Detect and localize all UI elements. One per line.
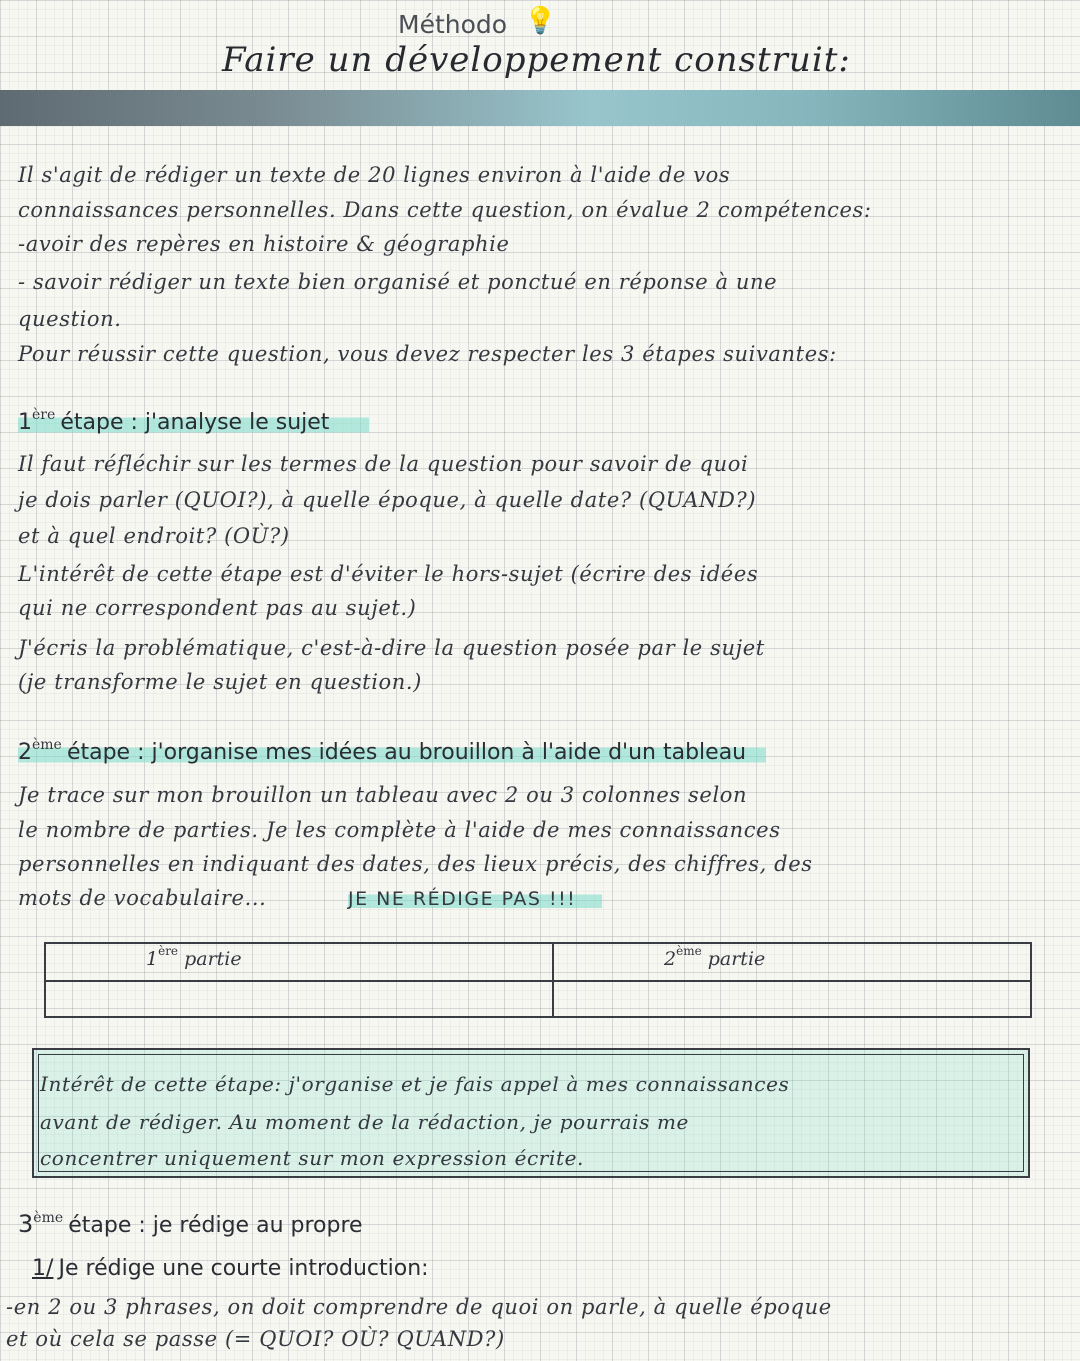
interest-box [32, 1048, 1030, 1178]
draft-table [44, 942, 1032, 1018]
step1-line: J'écris la problématique, c'est-à-dire la question posée par le sujet [18, 636, 765, 660]
step1-heading [18, 407, 369, 435]
step3-number: 3 [18, 1210, 34, 1238]
step1-line: qui ne correspondent pas au sujet.) [18, 596, 417, 620]
part1-sup: ère [158, 944, 179, 958]
step3-sup: ème [33, 1210, 64, 1226]
table-header-part1 [146, 944, 242, 970]
step2-title: étape : j'organise mes idées au brouillon à l'aide d'un tableau [66, 740, 747, 765]
step3-line: -en 2 ou 3 phrases, on doit comprendre de quoi on parle, à quelle époque [6, 1295, 832, 1319]
part2-number: 2 [664, 948, 677, 970]
step3-subtitle: Je rédige une courte introduction: [58, 1256, 429, 1281]
interest-line: concentrer uniquement sur mon expression écrite. [40, 1146, 584, 1170]
step3-line: et où cela se passe (= QUOI? OÙ? QUAND?) [6, 1327, 505, 1351]
part2-label: partie [707, 948, 766, 970]
part2-sup: ème [676, 944, 702, 958]
step2-heading [18, 737, 766, 765]
step1-line: L'intérêt de cette étape est d'éviter le hors-sujet (écrire des idées [18, 562, 759, 586]
step2-line: personnelles en indiquant des dates, des lieux précis, des chiffres, des [18, 852, 813, 876]
intro-line: - savoir rédiger un texte bien organisé et ponctué en réponse à une [18, 270, 778, 294]
part1-number: 1 [146, 948, 159, 970]
page-title: Faire un développement construit: [222, 40, 851, 80]
step3-sub-number: 1/ [32, 1256, 54, 1281]
interest-line: Intérêt de cette étape: j'organise et je fais appel à mes connaissances [40, 1072, 790, 1096]
page-subtitle: Méthodo [398, 10, 508, 39]
step1-number: 1 [18, 410, 32, 435]
intro-line: Il s'agit de rédiger un texte de 20 lignes environ à l'aide de vos [18, 163, 731, 187]
step1-sup: ère [32, 407, 56, 423]
step1-line: et à quel endroit? (OÙ?) [18, 524, 290, 548]
step2-line: mots de vocabulaire... [18, 886, 267, 910]
table-header-part2 [664, 944, 766, 970]
intro-line: -avoir des repères en histoire & géographie [18, 232, 510, 256]
step3-heading [18, 1210, 363, 1238]
table-col-divider [552, 944, 554, 1016]
step1-title: étape : j'analyse le sujet [60, 410, 330, 435]
step2-line: le nombre de parties. Je les complète à l'aide de mes connaissances [18, 818, 781, 842]
step3-subheading [32, 1256, 429, 1281]
intro-line: question. [18, 307, 122, 331]
step2-shout: JE NE RÉDIGE PAS !!! [348, 888, 602, 910]
decorative-banner [0, 90, 1080, 126]
interest-line: avant de rédiger. Au moment de la rédaction, je pourrais me [40, 1110, 689, 1134]
step2-line: Je trace sur mon brouillon un tableau avec 2 ou 3 colonnes selon [18, 783, 748, 807]
table-row-divider [46, 980, 1030, 982]
step3-title: étape : je rédige au propre [68, 1213, 363, 1238]
step1-line: je dois parler (QUOI?), à quelle époque, à quelle date? (QUAND?) [18, 488, 757, 512]
step2-sup: ème [32, 737, 62, 753]
intro-line: Pour réussir cette question, vous devez respecter les 3 étapes suivantes: [18, 342, 837, 366]
step1-line: Il faut réfléchir sur les termes de la question pour savoir de quoi [18, 452, 749, 476]
lightbulb-icon: 💡 [524, 6, 557, 36]
part1-label: partie [184, 948, 242, 970]
step2-number: 2 [18, 740, 32, 765]
intro-line: connaissances personnelles. Dans cette question, on évalue 2 compétences: [18, 198, 872, 222]
step1-line: (je transforme le sujet en question.) [18, 670, 422, 694]
